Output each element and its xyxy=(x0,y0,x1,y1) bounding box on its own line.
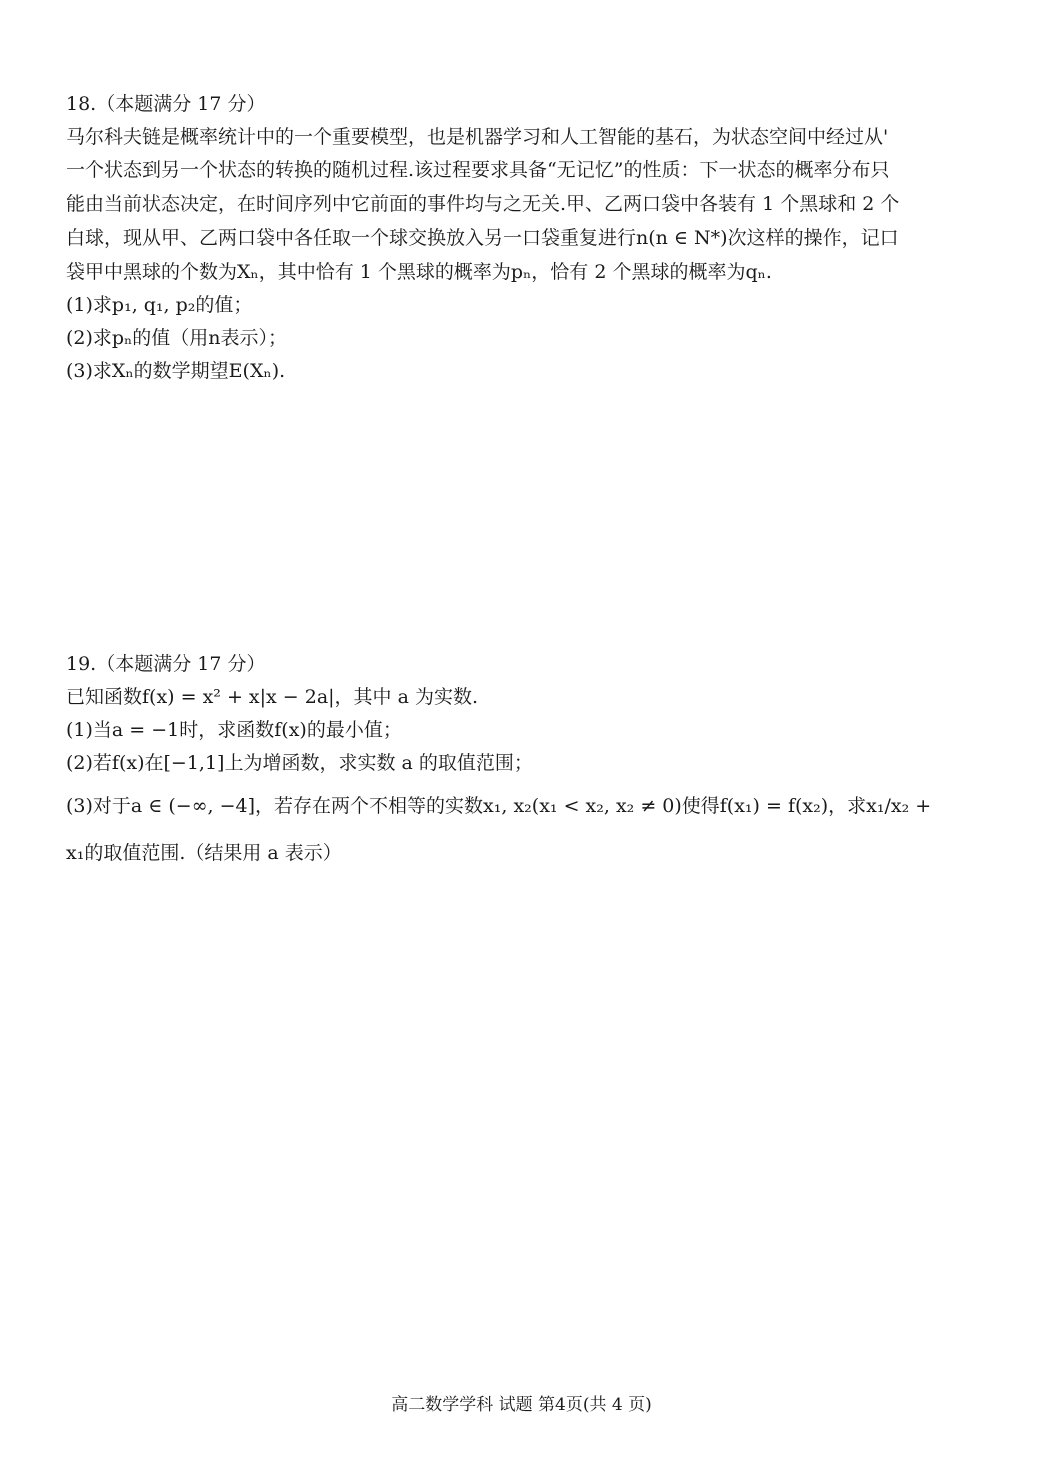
question-18-part-2: (2)求pₙ的值（用n表示）； xyxy=(66,327,288,349)
page-footer: 高二数学学科 试题 第4页(共 4 页) xyxy=(391,1395,652,1415)
question-18-text-line-3: 能由当前状态决定，在时间序列中它前面的事件均与之无关.甲、乙两口袋中各装有 1 个黑球和 2 个 xyxy=(66,193,900,215)
question-19-part-3-continued: x₁的取值范围.（结果用 a 表示） xyxy=(66,842,342,864)
question-18-header: 18.（本题满分 17 分） xyxy=(66,93,266,115)
question-19-part-1: (1)当a = −1时，求函数f(x)的最小值； xyxy=(66,719,402,741)
question-19-part-3: (3)对于a ∈ (−∞, −4]，若存在两个不相等的实数x₁, x₂(x₁ < x₂, x₂ ≠ 0)使得f(x₁) = f(x₂)，求x₁/x₂ + xyxy=(66,795,932,817)
question-18-part-1: (1)求p₁, q₁, p₂的值； xyxy=(66,294,253,316)
question-18-text-line-2: 一个状态到另一个状态的转换的随机过程.该过程要求具备“无记忆”的性质：下一状态的概率分布只 xyxy=(66,159,890,181)
question-18-text-line-4: 白球，现从甲、乙两口袋中各任取一个球交换放入另一口袋重复进行n(n ∈ N*)次这样的操作，记口 xyxy=(66,227,899,249)
question-18 xyxy=(66,88,976,388)
question-18-text-line-1: 马尔科夫链是概率统计中的一个重要模型，也是机器学习和人工智能的基石，为状态空间中经过从' xyxy=(66,126,889,148)
question-19-intro: 已知函数f(x) = x² + x|x − 2a|，其中 a 为实数. xyxy=(66,686,478,708)
question-19 xyxy=(66,648,976,870)
question-19-part-2: (2)若f(x)在[−1,1]上为增函数，求实数 a 的取值范围； xyxy=(66,752,533,774)
question-18-part-3: (3)求Xₙ的数学期望E(Xₙ). xyxy=(66,360,286,382)
question-19-header: 19.（本题满分 17 分） xyxy=(66,653,266,675)
question-18-text-line-5: 袋甲中黑球的个数为Xₙ，其中恰有 1 个黑球的概率为pₙ，恰有 2 个黑球的概率为qₙ. xyxy=(66,261,772,283)
